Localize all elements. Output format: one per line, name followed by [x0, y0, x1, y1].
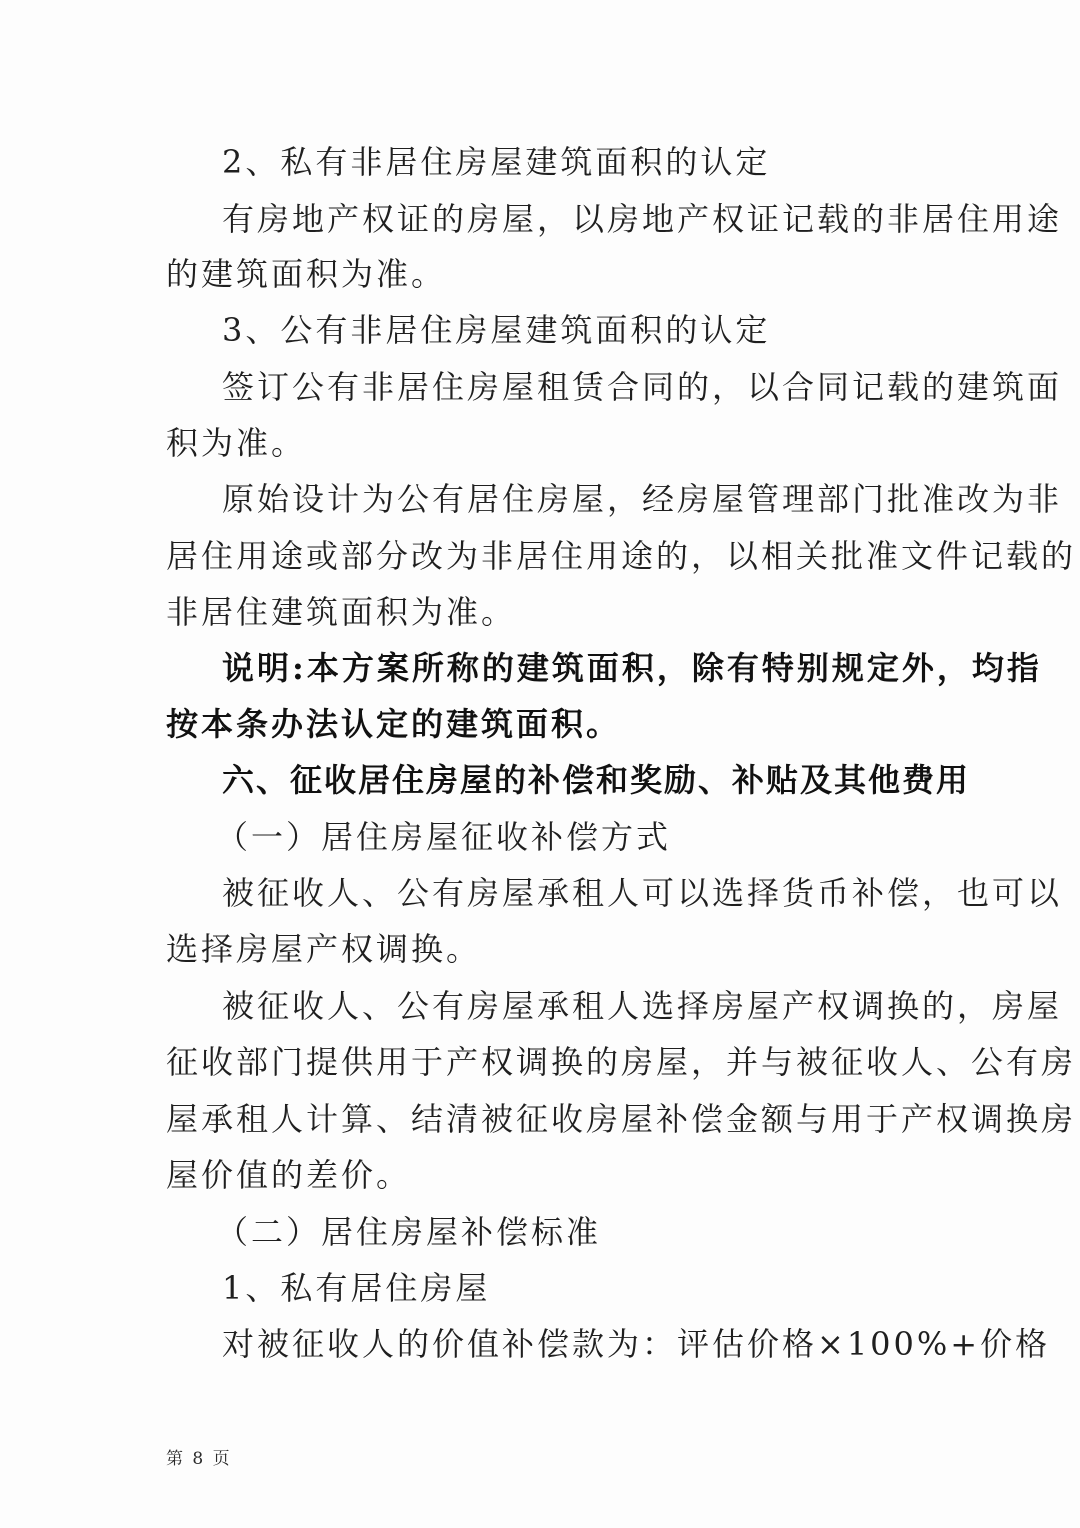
paragraph-line: 对被征收人的价值补偿款为：评估价格×100%+价格 [222, 1325, 1051, 1363]
paragraph-line: 屋价值的差价。 [166, 1156, 412, 1194]
item-heading-private-residential: 1、私有居住房屋 [222, 1269, 491, 1307]
page-number-footer: 第 8 页 [166, 1449, 232, 1469]
paragraph-line: 选择房屋产权调换。 [166, 930, 482, 968]
note-line: 说明:本方案所称的建筑面积，除有特别规定外，均指 [222, 649, 1042, 687]
section-heading-six: 六、征收居住房屋的补偿和奖励、补贴及其他费用 [222, 761, 971, 799]
paragraph-line: 非居住建筑面积为准。 [166, 593, 517, 631]
paragraph-line: 积为准。 [166, 424, 307, 462]
heading-private-nonresidential-area: 2、私有非居住房屋建筑面积的认定 [222, 143, 771, 181]
subsection-heading-two: （二）居住房屋补偿标准 [216, 1213, 602, 1251]
heading-public-nonresidential-area: 3、公有非居住房屋建筑面积的认定 [222, 311, 771, 349]
paragraph-line: 屋承租人计算、结清被征收房屋补偿金额与用于产权调换房 [166, 1100, 1077, 1138]
paragraph-line: 被征收人、公有房屋承租人可以选择货币补偿，也可以 [222, 874, 1063, 912]
paragraph-line: 征收部门提供用于产权调换的房屋，并与被征收人、公有房 [166, 1043, 1077, 1081]
paragraph-line: 签订公有非居住房屋租赁合同的，以合同记载的建筑面 [222, 368, 1063, 406]
subsection-heading-one: （一）居住房屋征收补偿方式 [216, 818, 672, 856]
paragraph-line: 被征收人、公有房屋承租人选择房屋产权调换的，房屋 [222, 987, 1063, 1025]
paragraph-line: 居住用途或部分改为非居住用途的，以相关批准文件记载的 [166, 537, 1077, 575]
paragraph-line: 的建筑面积为准。 [166, 255, 447, 293]
paragraph-line: 原始设计为公有居住房屋，经房屋管理部门批准改为非 [222, 480, 1063, 518]
paragraph-line: 有房地产权证的房屋，以房地产权证记载的非居住用途 [222, 200, 1063, 238]
note-line: 按本条办法认定的建筑面积。 [166, 705, 622, 743]
